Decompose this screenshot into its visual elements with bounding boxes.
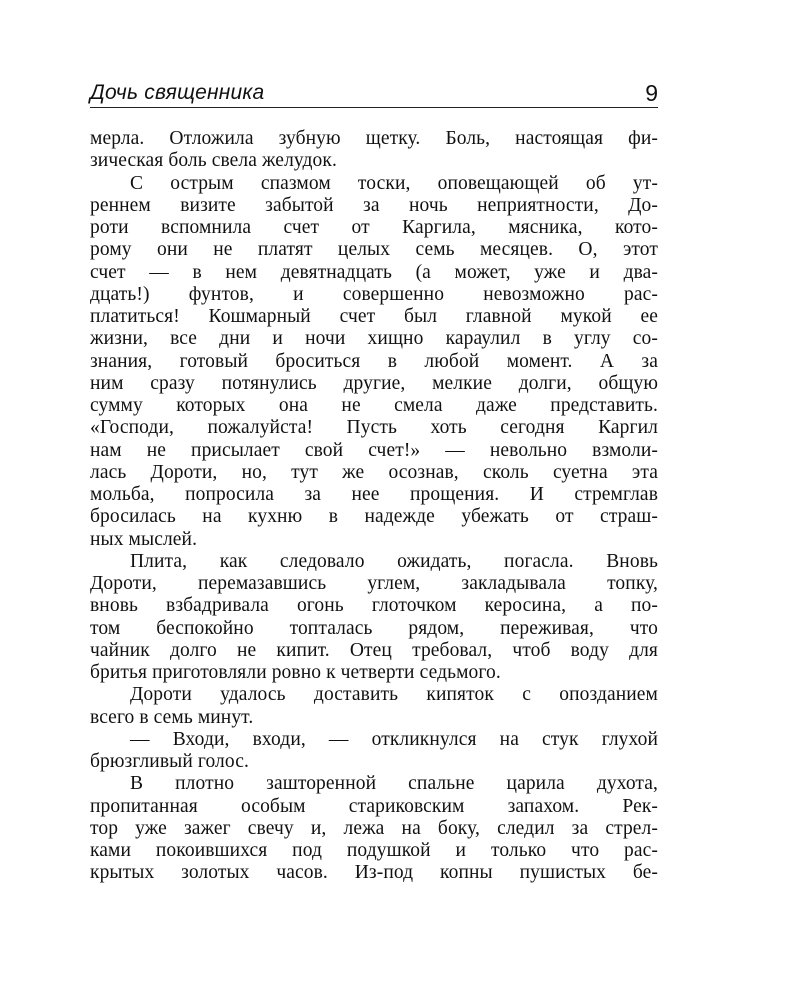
text-line: бросилась на кухню в надежде убежать от страш- [90,506,658,528]
text-line: пропитанная особым стариковским запахом. Рек- [90,795,658,817]
text-line: Плита, как следовало ожидать, погасла. Вновь [130,550,658,572]
running-title: Дочь священника [90,81,265,104]
text-line: рому они не платят целых семь месяцев. О, этот [90,239,658,261]
text-line: всего в семь минут. [90,706,254,728]
text-line: счет — в нем девятнадцать (а может, уже и два- [90,261,658,283]
text-line: жизни, все дни и ночи хищно караулил в углу со- [90,328,658,350]
text-line: крытых золотых часов. Из-под копны пушистых бе- [90,862,658,884]
text-line: лась Дороти, но, тут же осознав, сколь суетна эта [90,461,658,483]
text-line: чайник долго не кипит. Отец требовал, чтоб воду для [90,639,658,661]
page-header [90,80,658,106]
text-line: нам не присылает свой счет!» — невольно взмоли- [90,439,658,461]
text-line: знания, готовый броситься в любой момент. А за [90,350,658,372]
book-page [90,0,658,1000]
text-line: роти вспомнила счет от Каргила, мясника, кото- [90,217,658,238]
text-line: сумму которых она не смела даже представить. [90,395,658,416]
page-number: 9 [645,80,658,106]
text-line: вновь взбадривала огонь глоточком керосина, а по- [90,595,658,617]
text-line: платиться! Кошмарный счет был главной мукой ее [90,306,658,327]
text-line: тор уже зажег свечу и, лежа на боку, следил за стрел- [90,817,658,839]
text-line: Дороти, перемазавшись углем, закладывала топку, [90,573,658,594]
text-line: С острым спазмом тоски, оповещающей об ут- [130,172,658,194]
text-line: мерла. Отложила зубную щетку. Боль, настоящая фи- [90,128,658,149]
text-line: ками покоившихся под подушкой и только что рас- [90,840,658,861]
text-line: зическая боль свела желудок. [90,150,337,172]
text-line: — Входи, входи, — откликнулся на стук глухой [130,728,658,750]
text-line: ных мыслей. [90,528,198,550]
text-line: Дороти удалось доставить кипяток с опозданием [130,684,658,706]
text-line: мольба, попросила за нее прощения. И стремглав [90,484,658,505]
text-line: бритья приготовляли ровно к четверти седьмого. [90,662,501,683]
text-line: дцать!) фунтов, и совершенно невозможно рас- [90,283,658,305]
text-line: В плотно зашторенной спальне царила духота, [130,773,658,795]
text-line: «Господи, пожалуйста! Пусть хоть сегодня Каргил [90,417,658,439]
text-line: брюзгливый голос. [90,751,249,772]
header-rule [90,107,658,108]
body-text [90,128,658,885]
text-line: ним сразу потянулись другие, мелкие долги, общую [90,372,658,394]
text-line: том беспокойно топталась рядом, переживая, что [90,617,658,639]
text-line: реннем визите забытой за ночь неприятности, До- [90,194,658,216]
